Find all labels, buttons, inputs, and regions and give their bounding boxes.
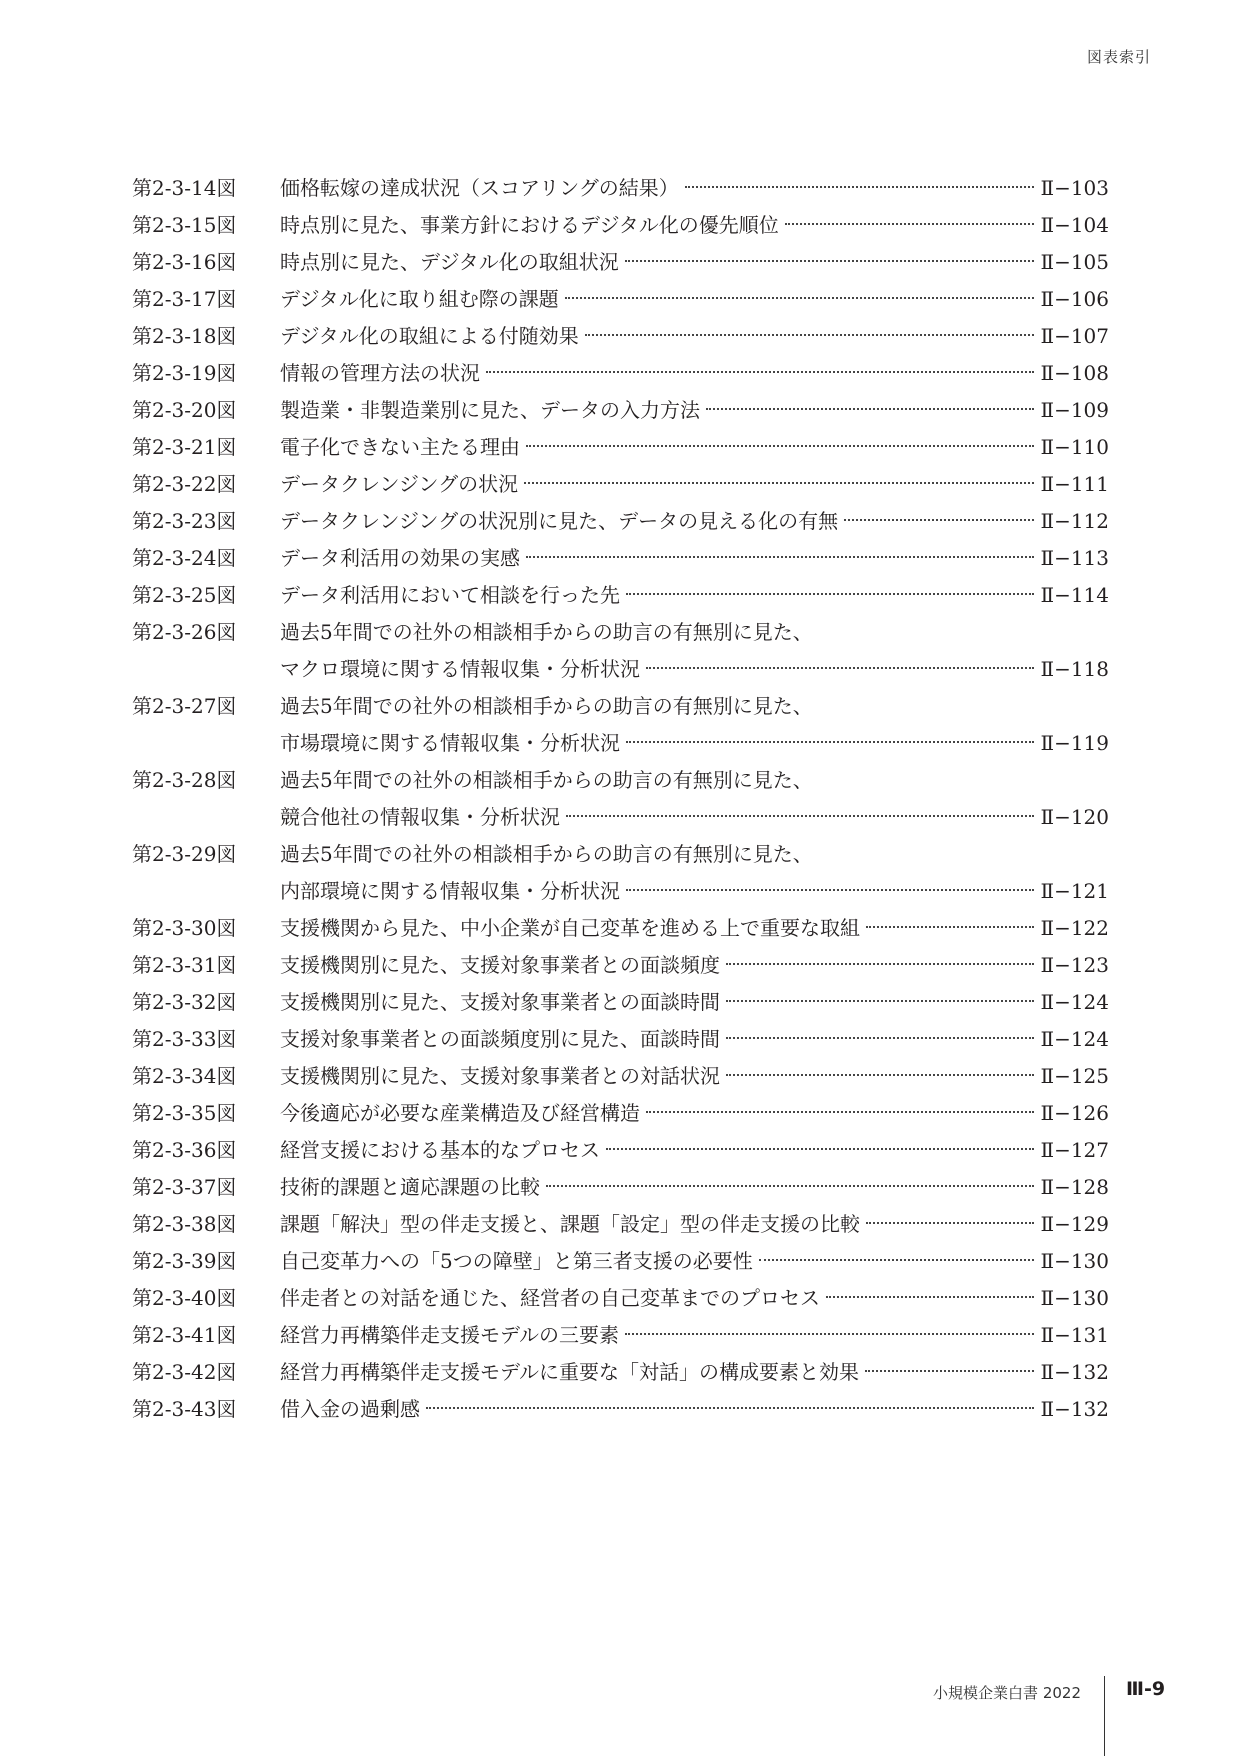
- figure-title-line: 過去5年間での社外の相談相手からの助言の有無別に見た、: [280, 768, 813, 792]
- page-reference[interactable]: Ⅱ−110: [1040, 435, 1109, 459]
- figure-title: データ利活用において相談を行った先: [280, 583, 620, 607]
- page-footer: [0, 1676, 1241, 1756]
- toc-entry[interactable]: [132, 762, 1109, 836]
- figure-entry-body: [280, 503, 1109, 540]
- page-reference[interactable]: Ⅱ−103: [1040, 176, 1109, 200]
- figure-title: 今後適応が必要な産業構造及び経営構造: [280, 1101, 640, 1125]
- figure-entry-body: [280, 355, 1109, 392]
- dot-leader: [606, 1148, 1034, 1150]
- figure-title-row: [280, 207, 1109, 244]
- figure-title-row: [280, 1391, 1109, 1428]
- figure-title-row: [280, 910, 1109, 947]
- page-reference[interactable]: Ⅱ−130: [1040, 1286, 1109, 1310]
- figure-number: 第2-3-27図: [132, 694, 237, 718]
- toc-entry[interactable]: [132, 836, 1109, 910]
- figure-number: 第2-3-28図: [132, 768, 237, 792]
- figure-number: 第2-3-26図: [132, 620, 237, 644]
- dot-leader: [706, 408, 1034, 410]
- figure-entry-body: [280, 688, 1109, 762]
- figure-entry-body: [280, 1206, 1109, 1243]
- figure-title: 自己変革力への「5つの障壁」と第三者支援の必要性: [280, 1249, 753, 1273]
- toc-entry[interactable]: [132, 1206, 1109, 1243]
- toc-entry[interactable]: [132, 984, 1109, 1021]
- figure-title-row: [280, 540, 1109, 577]
- dot-leader: [726, 1037, 1034, 1039]
- figure-entry-body: [280, 1317, 1109, 1354]
- figure-title: 借入金の過剰感: [280, 1397, 420, 1421]
- figure-entry-body: [280, 318, 1109, 355]
- figure-entry-body: [280, 984, 1109, 1021]
- toc-entry[interactable]: [132, 1391, 1109, 1428]
- page-reference[interactable]: Ⅱ−124: [1040, 1027, 1109, 1051]
- figure-title-row: [280, 577, 1109, 614]
- dot-leader: [785, 223, 1035, 225]
- figure-entry-body: [280, 207, 1109, 244]
- figure-title-row: [280, 1354, 1109, 1391]
- page-reference[interactable]: Ⅱ−112: [1040, 509, 1109, 533]
- dot-leader: [524, 482, 1034, 484]
- toc-entry[interactable]: [132, 1132, 1109, 1169]
- toc-entry[interactable]: [132, 392, 1109, 429]
- figure-title-row: [280, 1021, 1109, 1058]
- figure-number: 第2-3-16図: [132, 250, 237, 274]
- figure-title-row: [280, 503, 1109, 540]
- figure-entry-body: [280, 1132, 1109, 1169]
- figure-title-row: [280, 947, 1109, 984]
- figure-entry-body: [280, 1021, 1109, 1058]
- dot-leader: [726, 1074, 1034, 1076]
- figure-title: マクロ環境に関する情報収集・分析状況: [280, 657, 640, 681]
- figure-title-row: [280, 1058, 1109, 1095]
- figure-entry-body: [280, 1354, 1109, 1391]
- figure-title: 経営力再構築伴走支援モデルの三要素: [280, 1323, 619, 1347]
- figure-title-row: [280, 984, 1109, 1021]
- page-reference[interactable]: Ⅱ−131: [1040, 1323, 1109, 1347]
- dot-leader: [626, 741, 1034, 743]
- figure-number: 第2-3-29図: [132, 842, 237, 866]
- figure-number: 第2-3-34図: [132, 1064, 237, 1088]
- toc-entry[interactable]: [132, 1243, 1109, 1280]
- figure-title: 電子化できない主たる理由: [280, 435, 520, 459]
- figure-title: 価格転嫁の達成状況（スコアリングの結果）: [280, 176, 679, 200]
- figure-title-row: [280, 170, 1109, 207]
- figure-title-row: [280, 466, 1109, 503]
- page-reference[interactable]: Ⅱ−128: [1040, 1175, 1109, 1199]
- dot-leader: [625, 260, 1035, 262]
- toc-entry[interactable]: [132, 429, 1109, 466]
- figure-title: 市場環境に関する情報収集・分析状況: [280, 731, 620, 755]
- figure-entry-body: [280, 392, 1109, 429]
- figure-title: 支援機関別に見た、支援対象事業者との対話状況: [280, 1064, 720, 1088]
- figure-entry-body: [280, 281, 1109, 318]
- page-reference[interactable]: Ⅱ−132: [1040, 1397, 1109, 1421]
- dot-leader: [646, 667, 1034, 669]
- toc-entry[interactable]: [132, 466, 1109, 503]
- figure-number: 第2-3-17図: [132, 287, 237, 311]
- figure-title-line: 過去5年間での社外の相談相手からの助言の有無別に見た、: [280, 620, 813, 644]
- figure-title-line: 過去5年間での社外の相談相手からの助言の有無別に見た、: [280, 842, 813, 866]
- figure-entry-body: [280, 614, 1109, 688]
- footer-divider: [1104, 1676, 1105, 1756]
- figure-entry-body: [280, 1095, 1109, 1132]
- dot-leader: [759, 1259, 1035, 1261]
- toc-entry[interactable]: [132, 947, 1109, 984]
- figure-number: 第2-3-19図: [132, 361, 237, 385]
- page-reference[interactable]: Ⅱ−121: [1040, 879, 1109, 903]
- toc-entry[interactable]: [132, 910, 1109, 947]
- toc-entry[interactable]: [132, 1280, 1109, 1317]
- toc-entry[interactable]: [132, 1169, 1109, 1206]
- page-reference[interactable]: Ⅱ−106: [1040, 287, 1109, 311]
- toc-entry[interactable]: [132, 503, 1109, 540]
- figure-number: 第2-3-41図: [132, 1323, 237, 1347]
- figure-title-row: [280, 1317, 1109, 1354]
- dot-leader: [826, 1296, 1034, 1298]
- page-reference[interactable]: Ⅱ−130: [1040, 1249, 1109, 1273]
- dot-leader: [546, 1185, 1034, 1187]
- figure-number: 第2-3-35図: [132, 1101, 237, 1125]
- figure-entry-body: [280, 540, 1109, 577]
- figure-title: 内部環境に関する情報収集・分析状況: [280, 879, 620, 903]
- toc-entry[interactable]: [132, 1058, 1109, 1095]
- figure-title-row: [280, 873, 1109, 910]
- toc-entry[interactable]: [132, 244, 1109, 281]
- figure-title: デジタル化に取り組む際の課題: [280, 287, 559, 311]
- figure-entry-body: [280, 1391, 1109, 1428]
- dot-leader: [526, 445, 1034, 447]
- dot-leader: [866, 926, 1034, 928]
- figure-number: 第2-3-25図: [132, 583, 237, 607]
- figure-title: 時点別に見た、デジタル化の取組状況: [280, 250, 619, 274]
- figure-entry-body: [280, 1243, 1109, 1280]
- figure-title-row: [280, 799, 1109, 836]
- page-reference[interactable]: Ⅱ−108: [1040, 361, 1109, 385]
- figure-title: 支援機関別に見た、支援対象事業者との面談頻度: [280, 953, 720, 977]
- page-reference[interactable]: Ⅱ−132: [1040, 1360, 1109, 1384]
- toc-entry[interactable]: [132, 577, 1109, 614]
- figure-number: 第2-3-15図: [132, 213, 237, 237]
- figure-title: 経営支援における基本的なプロセス: [280, 1138, 600, 1162]
- dot-leader: [566, 815, 1034, 817]
- page-reference[interactable]: Ⅱ−114: [1040, 583, 1109, 607]
- figure-title: 支援機関から見た、中小企業が自己変革を進める上で重要な取組: [280, 916, 860, 940]
- dot-leader: [844, 519, 1034, 521]
- figure-index-list: [132, 170, 1109, 1428]
- figure-number: 第2-3-40図: [132, 1286, 237, 1310]
- toc-entry[interactable]: [132, 540, 1109, 577]
- figure-entry-body: [280, 244, 1109, 281]
- figure-entry-body: [280, 1058, 1109, 1095]
- dot-leader: [426, 1407, 1034, 1409]
- dot-leader: [526, 556, 1034, 558]
- dot-leader: [626, 889, 1034, 891]
- figure-title: 技術的課題と適応課題の比較: [280, 1175, 540, 1199]
- figure-title-row: [280, 355, 1109, 392]
- page-reference[interactable]: Ⅱ−123: [1040, 953, 1109, 977]
- figure-number: 第2-3-37図: [132, 1175, 237, 1199]
- toc-entry[interactable]: [132, 614, 1109, 688]
- page-number: Ⅲ-9: [1126, 1678, 1166, 1700]
- figure-number: 第2-3-43図: [132, 1397, 237, 1421]
- page-reference[interactable]: Ⅱ−109: [1040, 398, 1109, 422]
- page-reference[interactable]: Ⅱ−119: [1040, 731, 1109, 755]
- toc-entry[interactable]: [132, 1354, 1109, 1391]
- toc-entry[interactable]: [132, 318, 1109, 355]
- figure-title-row: [280, 1132, 1109, 1169]
- publication-title: 小規模企業白書 2022: [933, 1684, 1081, 1702]
- figure-number: 第2-3-24図: [132, 546, 237, 570]
- figure-title-row: [280, 1280, 1109, 1317]
- figure-title-row: [280, 1095, 1109, 1132]
- figure-number: 第2-3-21図: [132, 435, 237, 459]
- figure-title: データ利活用の効果の実感: [280, 546, 520, 570]
- toc-entry[interactable]: [132, 1317, 1109, 1354]
- toc-entry[interactable]: [132, 281, 1109, 318]
- figure-number: 第2-3-22図: [132, 472, 237, 496]
- figure-title-line: 過去5年間での社外の相談相手からの助言の有無別に見た、: [280, 694, 813, 718]
- figure-entry-body: [280, 947, 1109, 984]
- figure-number: 第2-3-30図: [132, 916, 237, 940]
- figure-entry-body: [280, 466, 1109, 503]
- figure-title-row: [280, 1206, 1109, 1243]
- dot-leader: [565, 297, 1035, 299]
- page-reference[interactable]: Ⅱ−125: [1040, 1064, 1109, 1088]
- page-reference[interactable]: Ⅱ−113: [1040, 546, 1109, 570]
- figure-number: 第2-3-42図: [132, 1360, 237, 1384]
- figure-number: 第2-3-39図: [132, 1249, 237, 1273]
- section-header: 図表索引: [1086, 48, 1151, 66]
- figure-title: データクレンジングの状況別に見た、データの見える化の有無: [280, 509, 839, 533]
- page-reference[interactable]: Ⅱ−105: [1040, 250, 1109, 274]
- page-reference[interactable]: Ⅱ−111: [1040, 472, 1109, 496]
- figure-entry-body: [280, 836, 1109, 910]
- page-reference[interactable]: Ⅱ−104: [1040, 213, 1109, 237]
- dot-leader: [865, 1370, 1034, 1372]
- toc-entry[interactable]: [132, 207, 1109, 244]
- figure-number: 第2-3-18図: [132, 324, 237, 348]
- figure-entry-body: [280, 1169, 1109, 1206]
- figure-title: データクレンジングの状況: [280, 472, 519, 496]
- figure-number: 第2-3-23図: [132, 509, 237, 533]
- figure-number: 第2-3-31図: [132, 953, 237, 977]
- figure-number: 第2-3-32図: [132, 990, 237, 1014]
- page-reference[interactable]: Ⅱ−129: [1040, 1212, 1109, 1236]
- dot-leader: [585, 334, 1035, 336]
- figure-title-row: [280, 429, 1109, 466]
- figure-title: 時点別に見た、事業方針におけるデジタル化の優先順位: [280, 213, 779, 237]
- figure-title: 伴走者との対話を通じた、経営者の自己変革までのプロセス: [280, 1286, 820, 1310]
- dot-leader: [726, 1000, 1034, 1002]
- figure-title-row: [280, 651, 1109, 688]
- toc-entry[interactable]: [132, 1095, 1109, 1132]
- figure-entry-body: [280, 910, 1109, 947]
- figure-title-row: [280, 1243, 1109, 1280]
- figure-number: 第2-3-14図: [132, 176, 237, 200]
- page-reference[interactable]: Ⅱ−127: [1040, 1138, 1109, 1162]
- toc-entry[interactable]: [132, 170, 1109, 207]
- figure-number: 第2-3-20図: [132, 398, 237, 422]
- figure-title: 経営力再構築伴走支援モデルに重要な「対話」の構成要素と効果: [280, 1360, 859, 1384]
- figure-title: 競合他社の情報収集・分析状況: [280, 805, 560, 829]
- figure-title-row: [280, 725, 1109, 762]
- toc-entry[interactable]: [132, 355, 1109, 392]
- figure-entry-body: [280, 762, 1109, 836]
- dot-leader: [866, 1222, 1034, 1224]
- dot-leader: [626, 593, 1034, 595]
- figure-title-row: [280, 318, 1109, 355]
- dot-leader: [486, 371, 1034, 373]
- figure-title: 製造業・非製造業別に見た、データの入力方法: [280, 398, 700, 422]
- figure-title: 課題「解決」型の伴走支援と、課題「設定」型の伴走支援の比較: [280, 1212, 860, 1236]
- page-reference[interactable]: Ⅱ−126: [1040, 1101, 1109, 1125]
- figure-title-row: [280, 244, 1109, 281]
- dot-leader: [625, 1333, 1034, 1335]
- figure-title-row: [280, 1169, 1109, 1206]
- figure-title: 情報の管理方法の状況: [280, 361, 480, 385]
- figure-entry-body: [280, 170, 1109, 207]
- figure-title-row: [280, 392, 1109, 429]
- page-reference[interactable]: Ⅱ−120: [1040, 805, 1109, 829]
- figure-entry-body: [280, 577, 1109, 614]
- figure-number: 第2-3-33図: [132, 1027, 237, 1051]
- page-reference[interactable]: Ⅱ−118: [1040, 657, 1109, 681]
- page-reference[interactable]: Ⅱ−107: [1040, 324, 1109, 348]
- figure-entry-body: [280, 429, 1109, 466]
- figure-entry-body: [280, 1280, 1109, 1317]
- toc-entry[interactable]: [132, 1021, 1109, 1058]
- toc-entry[interactable]: [132, 688, 1109, 762]
- figure-title: デジタル化の取組による付随効果: [280, 324, 579, 348]
- figure-title: 支援対象事業者との面談頻度別に見た、面談時間: [280, 1027, 720, 1051]
- page-reference[interactable]: Ⅱ−122: [1040, 916, 1109, 940]
- figure-number: 第2-3-36図: [132, 1138, 237, 1162]
- figure-title-row: [280, 281, 1109, 318]
- dot-leader: [646, 1111, 1034, 1113]
- figure-title: 支援機関別に見た、支援対象事業者との面談時間: [280, 990, 720, 1014]
- dot-leader: [726, 963, 1034, 965]
- page-reference[interactable]: Ⅱ−124: [1040, 990, 1109, 1014]
- figure-number: 第2-3-38図: [132, 1212, 237, 1236]
- dot-leader: [685, 186, 1035, 188]
